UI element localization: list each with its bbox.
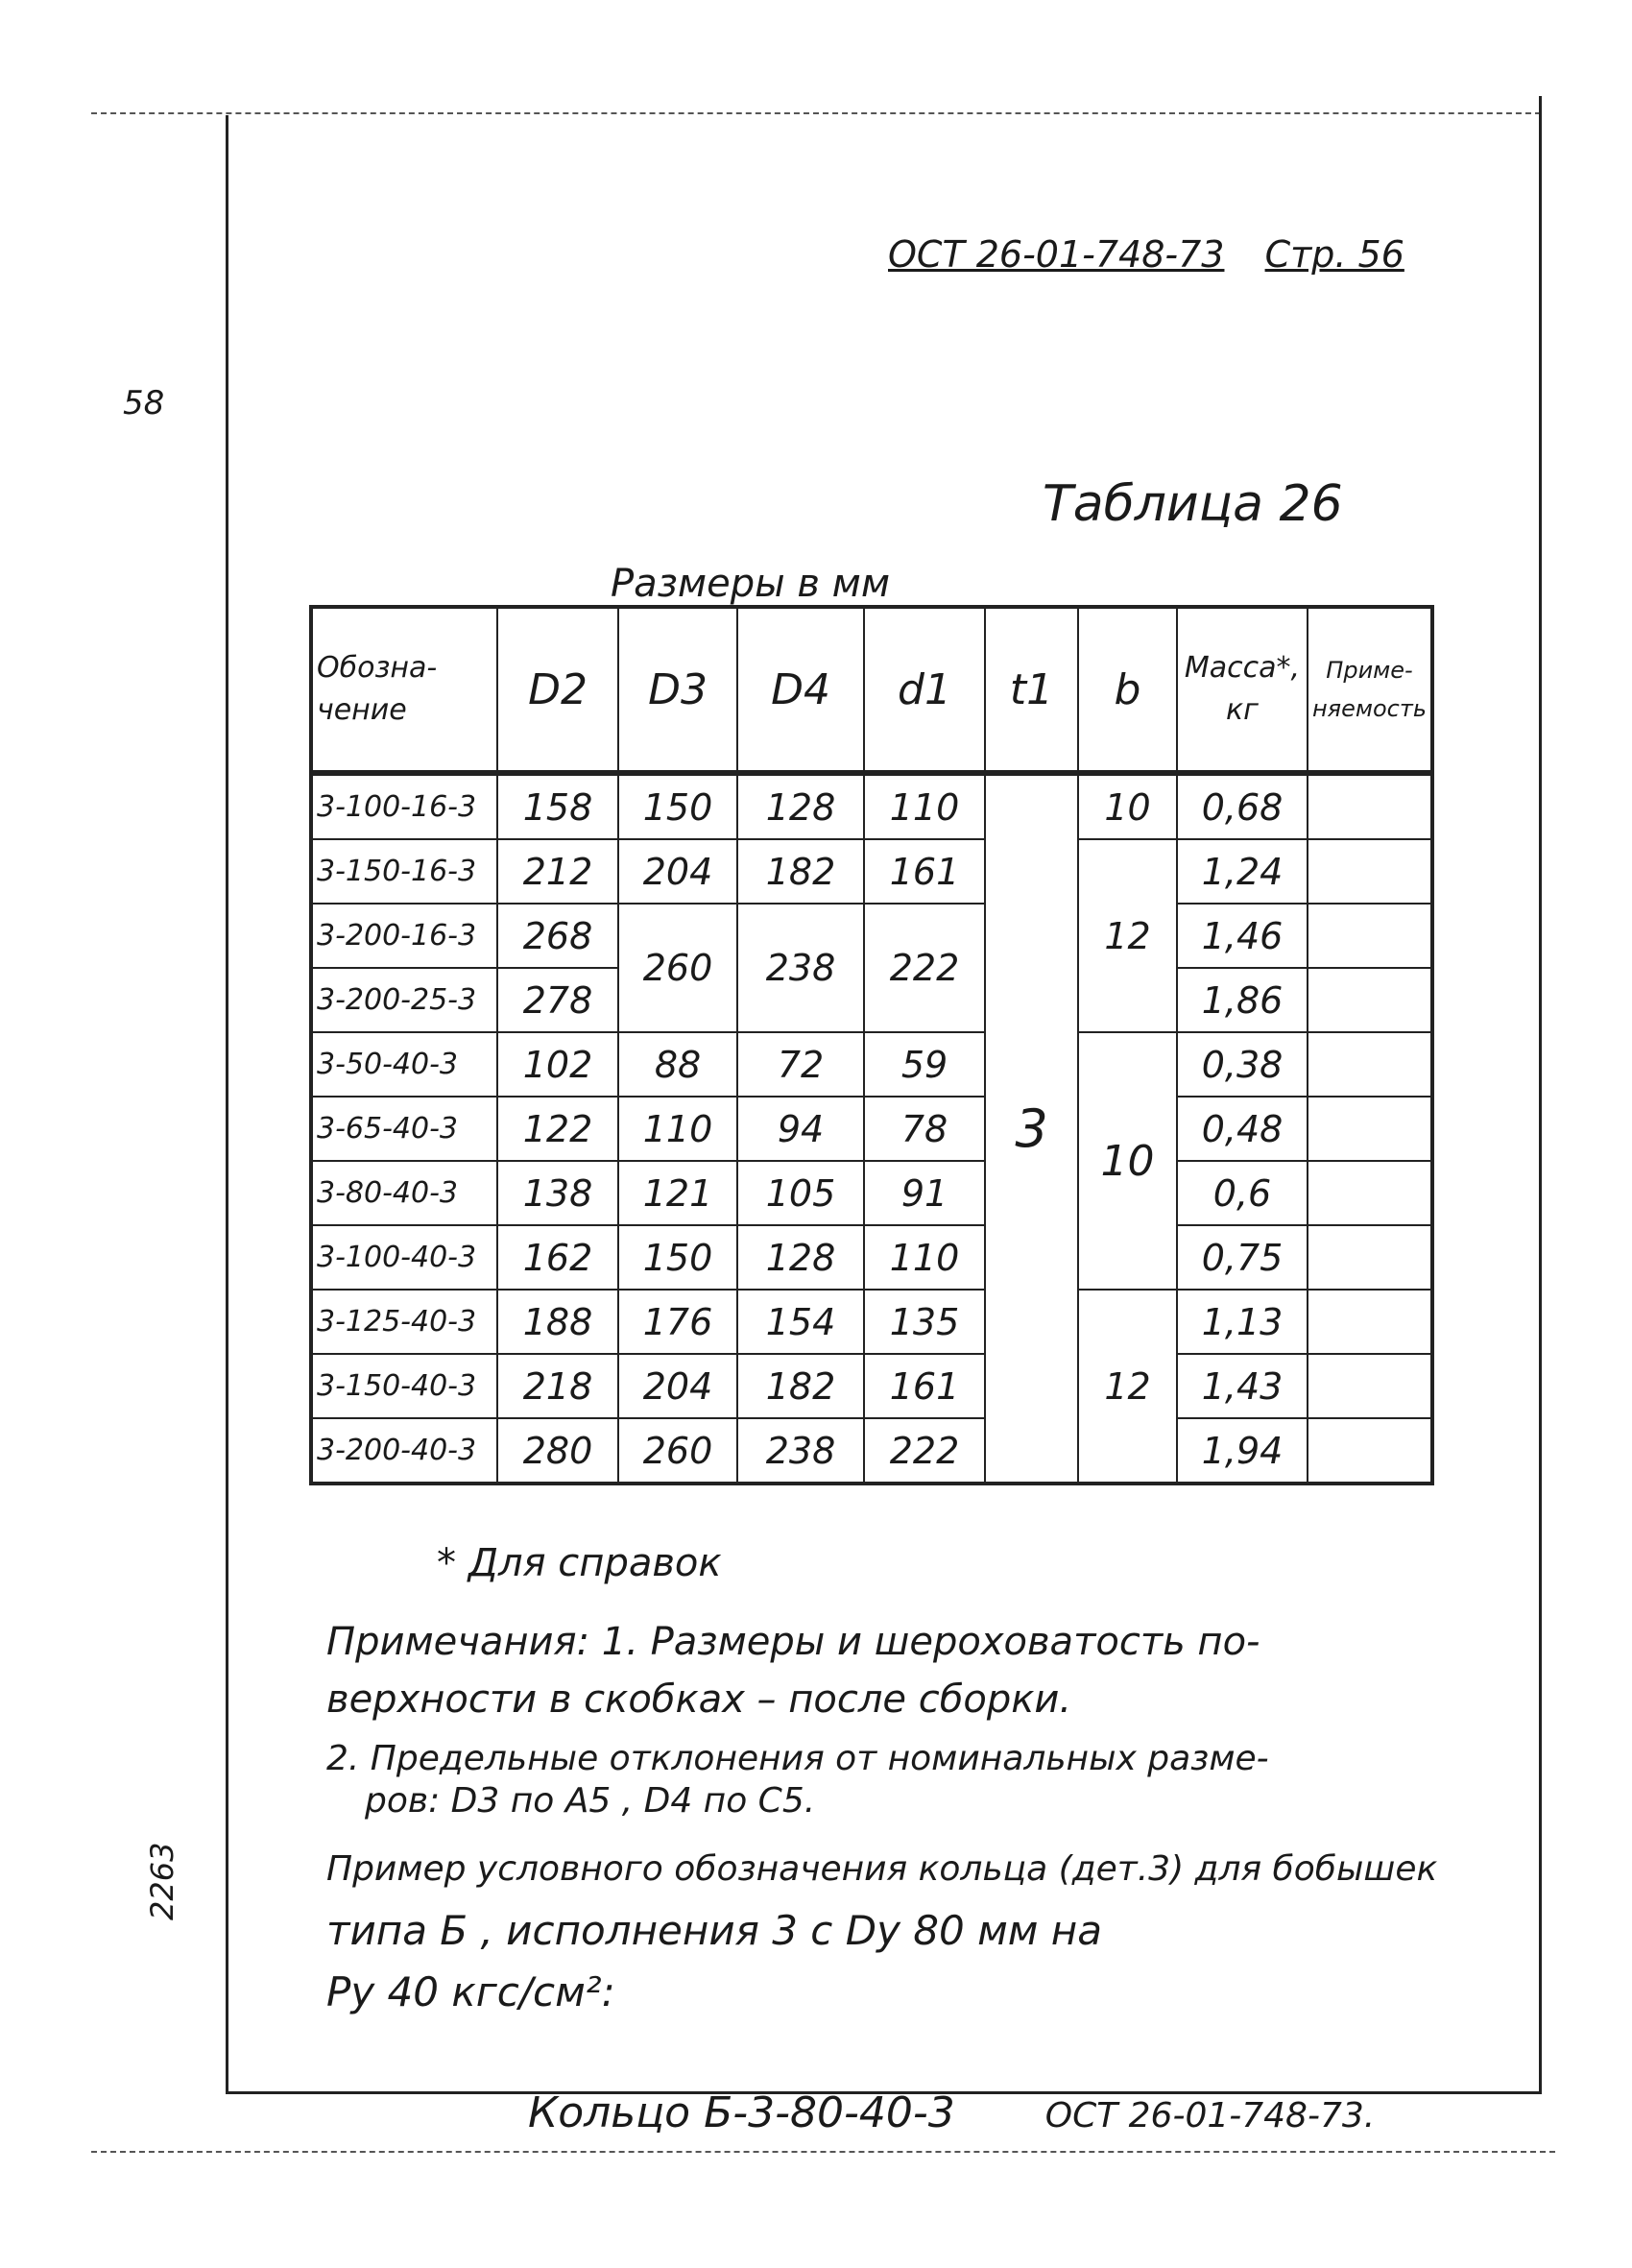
cell-d4: 94 bbox=[737, 1097, 864, 1161]
cell-code: 3-100-40-3 bbox=[311, 1225, 497, 1290]
cell-code: 3-65-40-3 bbox=[311, 1097, 497, 1161]
cell-mass: 1,46 bbox=[1177, 904, 1308, 968]
footnote: * Для справок bbox=[437, 1541, 722, 1585]
cell-code: 3-80-40-3 bbox=[311, 1161, 497, 1225]
table-row bbox=[311, 1161, 1432, 1225]
cell-d1: 135 bbox=[864, 1290, 985, 1354]
units-label: Размеры в мм bbox=[611, 562, 891, 606]
cell-d2: 218 bbox=[497, 1354, 618, 1418]
cell-applicability bbox=[1308, 1354, 1432, 1418]
table-row bbox=[311, 1354, 1432, 1418]
dimensions-table bbox=[309, 605, 1434, 1485]
header-mass: Масса*, кг bbox=[1177, 607, 1308, 773]
cell-applicability bbox=[1308, 1290, 1432, 1354]
cell-mass: 1,13 bbox=[1177, 1290, 1308, 1354]
cell-applicability bbox=[1308, 1032, 1432, 1097]
cell-applicability bbox=[1308, 839, 1432, 904]
doc-code: ОСТ 26-01-748-73 bbox=[888, 233, 1225, 276]
cell-code: 3-150-16-3 bbox=[311, 839, 497, 904]
example-line: Пример условного обозначения кольца (дет.3) для бобышек bbox=[326, 1849, 1438, 1889]
cell-mass: 1,94 bbox=[1177, 1418, 1308, 1484]
cell-d4: 182 bbox=[737, 839, 864, 904]
cell-d1: 78 bbox=[864, 1097, 985, 1161]
cell-d4: 238 bbox=[737, 1418, 864, 1484]
cell-d1: 161 bbox=[864, 839, 985, 904]
header-d1: d1 bbox=[864, 607, 985, 773]
header-applicability: Приме-няемость bbox=[1308, 607, 1432, 773]
frame-right-border bbox=[1539, 96, 1542, 2093]
example-block bbox=[326, 1839, 1507, 2023]
cell-d1: 59 bbox=[864, 1032, 985, 1097]
designation-example bbox=[528, 2088, 1375, 2137]
cell-mass: 0,38 bbox=[1177, 1032, 1308, 1097]
example-line: типа Б , исполнения 3 с Dу 80 мм на bbox=[326, 1907, 1103, 1954]
cell-d4: 72 bbox=[737, 1032, 864, 1097]
cell-d2: 102 bbox=[497, 1032, 618, 1097]
cell-applicability bbox=[1308, 968, 1432, 1032]
table-row bbox=[311, 1032, 1432, 1097]
header-b: b bbox=[1078, 607, 1177, 773]
cell-d1: 161 bbox=[864, 1354, 985, 1418]
cell-mass: 1,43 bbox=[1177, 1354, 1308, 1418]
cell-applicability bbox=[1308, 1225, 1432, 1290]
cell-mass: 0,68 bbox=[1177, 773, 1308, 839]
cell-code: 3-100-16-3 bbox=[311, 773, 497, 839]
cell-d1: 222 bbox=[864, 1418, 985, 1484]
cell-d3: 88 bbox=[618, 1032, 737, 1097]
page-label: Стр. 56 bbox=[1264, 233, 1404, 276]
cell-d3: 204 bbox=[618, 839, 737, 904]
cell-applicability bbox=[1308, 1418, 1432, 1484]
cell-d3: 204 bbox=[618, 1354, 737, 1418]
cell-b: 10 bbox=[1078, 773, 1177, 839]
cell-d2: 212 bbox=[497, 839, 618, 904]
cell-d4-merged: 238 bbox=[737, 904, 864, 1032]
cell-code: 3-125-40-3 bbox=[311, 1290, 497, 1354]
cell-d3: 260 bbox=[618, 1418, 737, 1484]
top-dashed-line bbox=[91, 112, 1541, 114]
cell-applicability bbox=[1308, 1161, 1432, 1225]
notes-line: верхности в скобках – после сборки. bbox=[326, 1677, 1072, 1722]
example-line: Ру 40 кгс/см²: bbox=[326, 1968, 615, 2015]
notes-block bbox=[326, 1613, 1498, 1822]
cell-t1-merged: 3 bbox=[985, 773, 1078, 1484]
table-row bbox=[311, 1418, 1432, 1484]
cell-code: 3-200-25-3 bbox=[311, 968, 497, 1032]
cell-d2: 280 bbox=[497, 1418, 618, 1484]
cell-d2: 158 bbox=[497, 773, 618, 839]
cell-d4: 154 bbox=[737, 1290, 864, 1354]
notes-line: ров: D3 по A5 , D4 по C5. bbox=[365, 1781, 816, 1821]
cell-d2: 278 bbox=[497, 968, 618, 1032]
cell-applicability bbox=[1308, 1097, 1432, 1161]
notes-line: 2. Предельные отклонения от номинальных разме- bbox=[326, 1739, 1269, 1778]
cell-code: 3-200-40-3 bbox=[311, 1418, 497, 1484]
cell-d2: 138 bbox=[497, 1161, 618, 1225]
table-row bbox=[311, 839, 1432, 904]
cell-d3: 121 bbox=[618, 1161, 737, 1225]
table-row bbox=[311, 1097, 1432, 1161]
cell-b-merged: 10 bbox=[1078, 1032, 1177, 1290]
archive-number: 2263 bbox=[144, 1842, 180, 1920]
cell-b-merged: 12 bbox=[1078, 839, 1177, 1032]
cell-code: 3-50-40-3 bbox=[311, 1032, 497, 1097]
table-title: Таблица 26 bbox=[1043, 475, 1343, 533]
document-reference bbox=[888, 233, 1404, 276]
cell-mass: 0,6 bbox=[1177, 1161, 1308, 1225]
cell-mass: 0,75 bbox=[1177, 1225, 1308, 1290]
header-d3: D3 bbox=[618, 607, 737, 773]
frame-left-border bbox=[226, 115, 228, 2093]
cell-d1: 110 bbox=[864, 773, 985, 839]
cell-d3: 110 bbox=[618, 1097, 737, 1161]
cell-d2: 122 bbox=[497, 1097, 618, 1161]
cell-mass: 1,86 bbox=[1177, 968, 1308, 1032]
cell-d3: 176 bbox=[618, 1290, 737, 1354]
cell-code: 3-200-16-3 bbox=[311, 904, 497, 968]
cell-d1: 91 bbox=[864, 1161, 985, 1225]
cell-code: 3-150-40-3 bbox=[311, 1354, 497, 1418]
header-d2: D2 bbox=[497, 607, 618, 773]
cell-d1: 110 bbox=[864, 1225, 985, 1290]
cell-d1-merged: 222 bbox=[864, 904, 985, 1032]
cell-applicability bbox=[1308, 773, 1432, 839]
cell-mass: 0,48 bbox=[1177, 1097, 1308, 1161]
margin-page-number: 58 bbox=[123, 384, 165, 422]
cell-b-merged: 12 bbox=[1078, 1290, 1177, 1484]
notes-line: Примечания: 1. Размеры и шероховатость по- bbox=[326, 1620, 1260, 1664]
cell-d4: 128 bbox=[737, 773, 864, 839]
table-row bbox=[311, 773, 1432, 839]
designation-name: Кольцо Б-3-80-40-3 bbox=[528, 2088, 955, 2137]
header-designation: Обозна-чение bbox=[311, 607, 497, 773]
header-t1: t1 bbox=[985, 607, 1078, 773]
designation-standard: ОСТ 26-01-748-73. bbox=[1044, 2096, 1376, 2135]
cell-applicability bbox=[1308, 904, 1432, 968]
cell-d4: 128 bbox=[737, 1225, 864, 1290]
table-row bbox=[311, 1225, 1432, 1290]
cell-d3: 150 bbox=[618, 773, 737, 839]
header-d4: D4 bbox=[737, 607, 864, 773]
cell-d4: 182 bbox=[737, 1354, 864, 1418]
bottom-dashed-line bbox=[91, 2151, 1555, 2153]
cell-d3: 150 bbox=[618, 1225, 737, 1290]
cell-d4: 105 bbox=[737, 1161, 864, 1225]
cell-d3-merged: 260 bbox=[618, 904, 737, 1032]
table-header-row bbox=[311, 607, 1432, 773]
cell-d2: 268 bbox=[497, 904, 618, 968]
cell-d2: 188 bbox=[497, 1290, 618, 1354]
table-row bbox=[311, 904, 1432, 968]
cell-mass: 1,24 bbox=[1177, 839, 1308, 904]
cell-d2: 162 bbox=[497, 1225, 618, 1290]
table-row bbox=[311, 1290, 1432, 1354]
